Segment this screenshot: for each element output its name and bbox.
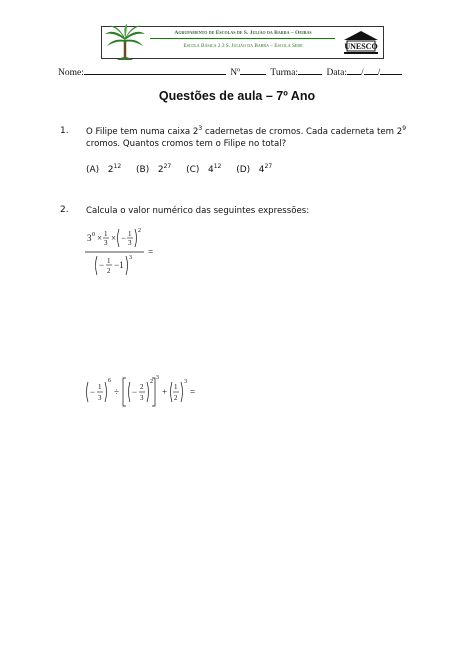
number-label: Nº <box>230 68 241 78</box>
date-year-field[interactable] <box>380 66 402 75</box>
svg-text:3: 3 <box>128 239 132 247</box>
q1-text-part-b: cadernetas de cromos. Cada caderneta tem 2 <box>202 127 403 137</box>
class-field[interactable] <box>298 66 322 75</box>
unesco-text: UNESCO <box>344 42 378 51</box>
q1-text-part-a: O Filipe tem numa caixa 2 <box>86 127 199 137</box>
header-divider <box>150 38 335 39</box>
q1-exponent-b: 9 <box>402 125 407 133</box>
class-label: Turma: <box>270 68 299 78</box>
svg-text:÷: ÷ <box>114 387 119 397</box>
number-field[interactable] <box>240 66 266 75</box>
svg-text:2: 2 <box>107 267 111 275</box>
svg-text:+: + <box>162 387 168 397</box>
question-1-options <box>86 165 284 175</box>
palm-tree-logo <box>103 24 147 60</box>
svg-text:1: 1 <box>98 383 102 391</box>
name-label: Nome: <box>58 68 84 78</box>
svg-text:=: = <box>148 247 154 257</box>
question-2-number: 2. <box>60 205 69 215</box>
svg-text:1: 1 <box>174 383 178 391</box>
svg-text:3: 3 <box>184 379 187 385</box>
svg-text:=: = <box>190 387 196 397</box>
name-field[interactable] <box>84 66 226 75</box>
option-c[interactable]: (C) $4^{12}$ <box>186 163 222 175</box>
q1-exponent-a: 3 <box>198 125 203 133</box>
q1-text-part-c: cromos. Quantos cromos tem o Filipe no total? <box>86 139 287 149</box>
svg-text:−: − <box>132 387 138 397</box>
svg-text:2: 2 <box>174 394 178 402</box>
svg-text:−: − <box>99 260 105 270</box>
date-label: Data: <box>326 68 348 78</box>
svg-text:−: − <box>121 233 127 243</box>
svg-text:−1: −1 <box>114 260 124 270</box>
svg-text:1: 1 <box>128 230 132 238</box>
svg-text:2: 2 <box>150 379 153 385</box>
math-expression-1 <box>82 225 172 285</box>
svg-text:−: − <box>90 387 96 397</box>
svg-text:1: 1 <box>104 230 108 238</box>
svg-text:3: 3 <box>129 255 132 261</box>
unesco-logo <box>341 28 381 56</box>
header-line-1: Agrupamento de Escolas de S. Julião da Barra – Oeiras <box>174 30 312 36</box>
svg-text:6: 6 <box>108 378 111 384</box>
svg-text:3: 3 <box>140 394 144 402</box>
question-2-text: Calcula o valor numérico das seguintes expressões: <box>86 206 310 216</box>
svg-text:3: 3 <box>156 375 159 381</box>
svg-text:0: 0 <box>92 232 95 238</box>
date-day-field[interactable] <box>347 66 361 75</box>
math-expression-2 <box>84 372 204 412</box>
header-line-2: Escola Básica 2.3 S. Julião da Barra – Escola Sede <box>183 43 303 49</box>
date-month-field[interactable] <box>364 66 378 75</box>
option-d[interactable]: (D) $4^{27}$ <box>236 163 273 175</box>
option-a[interactable]: (A) $2^{12}$ <box>86 163 122 175</box>
svg-text:3: 3 <box>98 394 102 402</box>
svg-text:3: 3 <box>104 239 108 247</box>
svg-text:3: 3 <box>87 233 92 243</box>
svg-text:1: 1 <box>107 257 111 265</box>
svg-text:2: 2 <box>140 383 144 391</box>
question-1-number: 1. <box>60 126 69 136</box>
svg-text:×: × <box>111 233 117 243</box>
student-info-line: Nome: Nº Turma: Data: / / <box>58 66 402 78</box>
svg-text:×: × <box>97 233 103 243</box>
question-1-text <box>86 126 416 150</box>
option-b[interactable]: (B) $2^{27}$ <box>136 163 172 175</box>
page-title: Questões de aula – 7º Ano <box>158 89 316 103</box>
svg-text:2: 2 <box>138 228 141 234</box>
